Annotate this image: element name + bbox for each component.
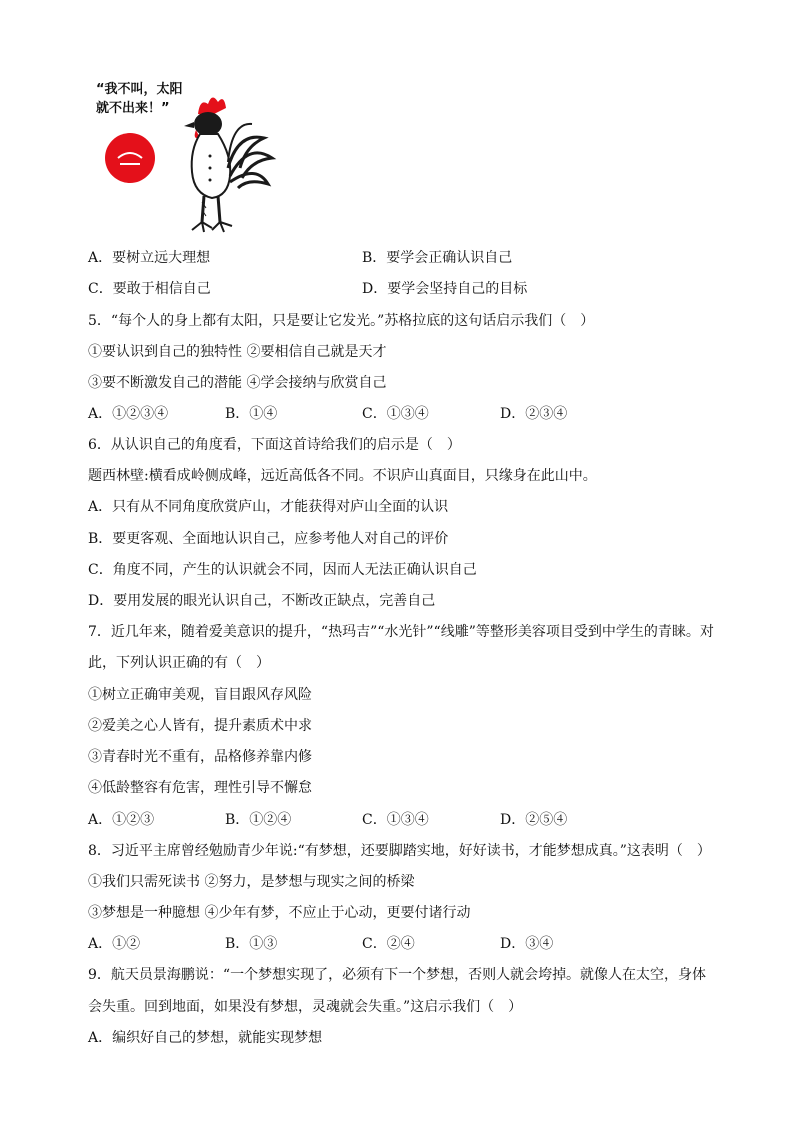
q5-option-b: B．①④ <box>225 406 278 422</box>
q7-statement-1: ①树立正确审美观，盲目跟风存风险 <box>88 687 312 703</box>
q6-option-c: C．角度不同，产生的认识就会不同，因而人无法正确认识自己 <box>88 562 477 578</box>
illustration-caption <box>96 80 183 118</box>
q7-option-d: D．②⑤④ <box>500 812 568 828</box>
q9-option-a: A．编织好自己的梦想，就能实现梦想 <box>88 1030 323 1046</box>
q5-option-d: D．②③④ <box>500 406 568 422</box>
q7-option-a: A．①②③ <box>88 812 155 828</box>
q4-option-a: A．要树立远大理想 <box>88 250 211 266</box>
q6-option-b: B．要更客观、全面地认识自己，应参考他人对自己的评价 <box>88 531 449 547</box>
q7-statement-4: ④低龄整容有危害，理性引导不懈怠 <box>88 780 312 796</box>
q8-statement-2: ③梦想是一种臆想 ④少年有梦，不应止于心动，更要付诸行动 <box>88 905 471 921</box>
q4-option-b: B．要学会正确认识自己 <box>362 250 513 266</box>
sun-icon <box>105 133 155 183</box>
q7-stem-line-1: 7．近几年来，随着爱美意识的提升，“热玛吉”“水光针”“线雕”等整形美容项目受到中学生的青睐。对 <box>88 624 714 640</box>
q8-option-d: D．③④ <box>500 936 554 952</box>
caption-line-1: “我不叫，太阳 <box>96 82 183 97</box>
q7-stem-line-2: 此，下列认识正确的有（ ） <box>88 655 270 671</box>
q8-option-b: B．①③ <box>225 936 278 952</box>
q8-option-c: C．②④ <box>362 936 415 952</box>
q6-option-a: A．只有从不同角度欣赏庐山，才能获得对庐山全面的认识 <box>88 499 449 515</box>
q5-option-c: C．①③④ <box>362 406 429 422</box>
q8-stem: 8．习近平主席曾经勉励青少年说:“有梦想，还要脚踏实地，好好读书，才能梦想成真。”这表明（ ） <box>88 843 711 859</box>
q6-poem: 题西林壁:横看成岭侧成峰，远近高低各不同。不识庐山真面目，只缘身在此山中。 <box>88 468 597 484</box>
q9-stem-line-2: 会失重。回到地面，如果没有梦想，灵魂就会失重。”这启示我们（ ） <box>88 999 523 1015</box>
q8-statement-1: ①我们只需死读书 ②努力，是梦想与现实之间的桥梁 <box>88 874 415 890</box>
q5-statement-1: ①要认识到自己的独特性 ②要相信自己就是天才 <box>88 344 387 360</box>
q4-option-c: C．要敢于相信自己 <box>88 281 211 297</box>
q5-option-a: A．①②③④ <box>88 406 169 422</box>
q7-statement-3: ③青春时光不重有，品格修养靠内修 <box>88 749 312 765</box>
caption-line-2: 就不出来！” <box>96 101 170 116</box>
q9-stem-line-1: 9．航天员景海鹏说：“一个梦想实现了，必须有下一个梦想，否则人就会垮掉。就像人在太空，身体 <box>88 967 707 983</box>
q7-statement-2: ②爱美之心人皆有，提升素质术中求 <box>88 718 312 734</box>
q4-option-d: D．要学会坚持自己的目标 <box>362 281 528 297</box>
q5-statement-2: ③要不断激发自己的潜能 ④学会接纳与欣赏自己 <box>88 375 387 391</box>
q6-stem: 6．从认识自己的角度看，下面这首诗给我们的启示是（ ） <box>88 437 461 453</box>
q6-option-d: D．要用发展的眼光认识自己，不断改正缺点，完善自己 <box>88 593 436 609</box>
q8-option-a: A．①② <box>88 936 141 952</box>
rooster-icon <box>184 97 272 232</box>
q7-option-b: B．①②④ <box>225 812 292 828</box>
q7-option-c: C．①③④ <box>362 812 429 828</box>
q5-stem: 5．“每个人的身上都有太阳，只是要让它发光。”苏格拉底的这句话启示我们（ ） <box>88 313 595 329</box>
